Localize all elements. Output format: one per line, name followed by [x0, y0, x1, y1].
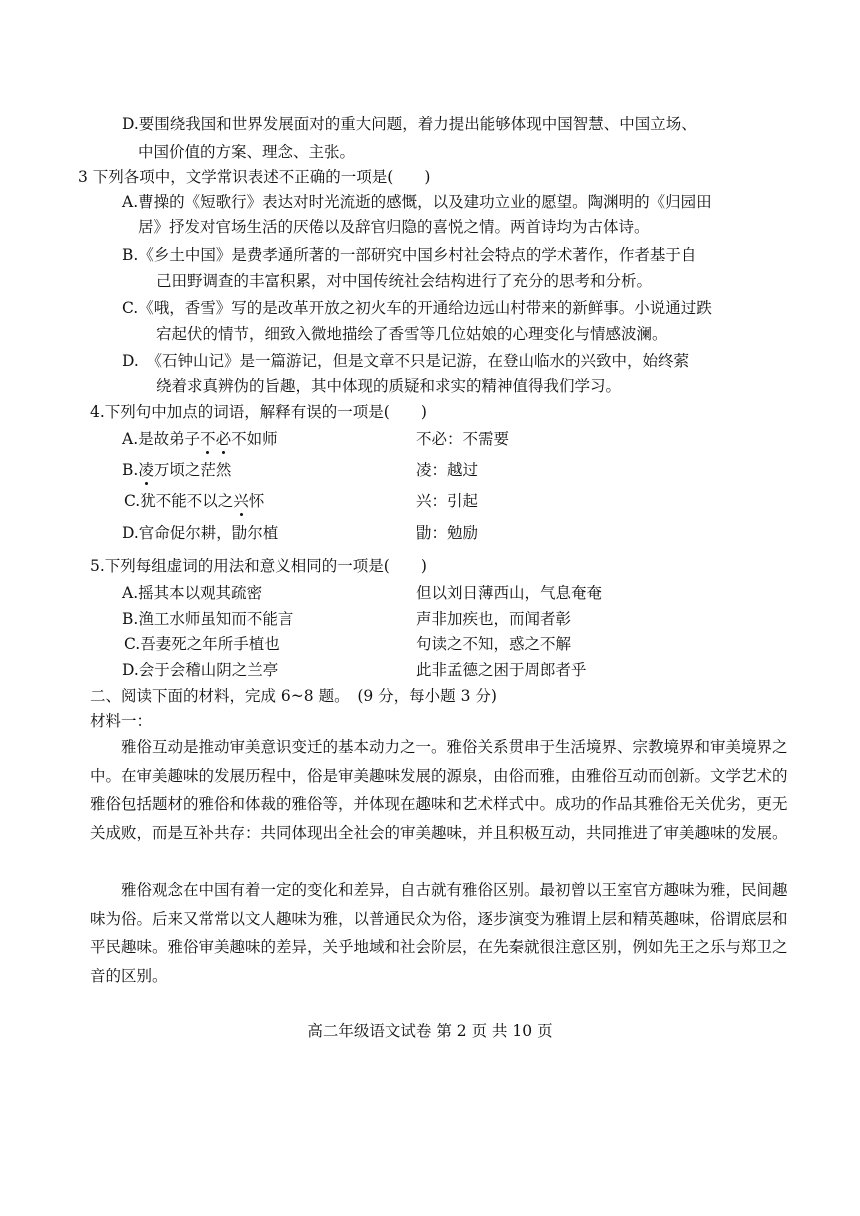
q3-option-d-line1: D. 《石钟山记》是一篇游记，但是文章不只是记游，在登山临水的兴致中，始终萦 [122, 352, 690, 370]
emphasis-dot-char: 凌 [138, 461, 154, 479]
q4-option-b-suffix: 万顷之茫然 [153, 461, 232, 479]
q2-option-d-line2: 中国价值的方案、理念、主张。 [138, 143, 356, 161]
q4-option-c [124, 490, 264, 512]
q4-option-b [122, 459, 231, 481]
q2-option-d-line1: D.要围绕我国和世界发展面对的重大问题，着力提出能够体现中国智慧、中国立场、 [122, 115, 697, 133]
q5-option-c-right: 句读之不知，惑之不解 [416, 635, 572, 653]
q4-option-c-prefix: C.犹不能不以之 [124, 492, 234, 510]
q4-option-a-suffix: 不如师 [231, 430, 278, 448]
material-paragraph-1: 雅俗互动是推动审美意识变迁的基本动力之一。雅俗关系贯串于生活境界、宗教境界和审美境界之中。在审美趣味的发展历程中，俗是审美趣味发展的源泉，由俗而雅，由雅俗互动而创新。文学艺术的雅俗包括题材的雅俗和体裁的雅俗等，并体现在趣味和艺术样式中。成功的作品其雅俗无关优劣，更无关成败，而是互补共存：共同体现出全社会的审美趣味，并且积极互动，共同推进了审美趣味的发展。 [90, 738, 788, 842]
emphasis-dot-char: 不 [200, 430, 216, 448]
q4-option-c-explanation: 兴：引起 [416, 492, 479, 510]
q3-option-a-line2: 居》抒发对官场生活的厌倦以及辞官归隐的喜悦之情。两首诗均为古体诗。 [138, 218, 650, 236]
q4-option-b-prefix: B. [122, 461, 139, 479]
q3-option-c-line1: C.《哦，香雪》写的是改革开放之初火车的开通给边远山村带来的新鲜事。小说通过跌 [122, 299, 712, 317]
q3-option-a-line1: A.曹操的《短歌行》表达对时光流逝的感慨，以及建功立业的愿望。陶渊明的《归园田 [122, 193, 712, 211]
q3-option-d-line2: 绕着求真辨伪的旨趣，其中体现的质疑和求实的精神值得我们学习。 [156, 377, 622, 395]
q5-option-d-right: 此非孟德之困于周郎者乎 [416, 661, 587, 679]
emphasis-dot-char: 兴 [233, 492, 249, 510]
emphasis-dot-char: 必 [215, 430, 232, 448]
q5-option-b-left: B.渔工水师虽知而不能言 [122, 610, 294, 628]
q4-option-a-explanation: 不必：不需要 [416, 430, 510, 448]
q4-option-c-suffix: 怀 [248, 492, 265, 510]
material-paragraph-2: 雅俗观念在中国有着一定的变化和差异，自古就有雅俗区别。最初曾以王室官方趣味为雅，民间趣味为俗。后来又常常以文人趣味为雅，以普通民众为俗，逐步演变为雅谓上层和精英趣味，俗谓底层和平民趣味。雅俗审美趣味的差异，关乎地域和社会阶层，在先秦就很注意区别，例如先王之乐与郑卫之音的区别。 [90, 881, 788, 985]
q3-option-b-line2: 己田野调查的丰富积累，对中国传统社会结构进行了充分的思考和分析。 [156, 272, 653, 290]
section-two-heading: 二、阅读下面的材料，完成 6~8 题。 (9 分，每小题 3 分) [90, 687, 497, 705]
q3-option-c-line2: 宕起伏的情节，细致入微地描绘了香雪等几位姑娘的心理变化与情感波澜。 [156, 325, 668, 343]
q4-stem: 4.下列句中加点的词语，解释有误的一项是( ) [90, 403, 427, 421]
q5-option-a-right: 但以刘日薄西山，气息奄奄 [416, 584, 603, 602]
q4-option-d-explanation: 勖：勉励 [416, 524, 479, 542]
q5-option-b-right: 声非加疾也，而闻者彰 [416, 610, 572, 628]
page-footer: 高二年级语文试卷 第 2 页 共 10 页 [307, 1022, 553, 1040]
q3-option-b-line1: B.《乡土中国》是费孝通所著的一部研究中国乡村社会特点的学术著作，作者基于自 [122, 246, 697, 264]
q5-option-a-left: A.摇其本以观其疏密 [122, 584, 263, 602]
q3-stem: 3 下列各项中，文学常识表述不正确的一项是( ) [78, 168, 431, 186]
q5-option-c-left: C.吾妻死之年所手植也 [124, 635, 280, 653]
q4-option-d: D.官命促尔耕，勖尔植 [122, 524, 279, 542]
q4-option-b-explanation: 凌：越过 [416, 461, 479, 479]
material-one-label: 材料一： [90, 712, 153, 730]
q5-option-d-left: D.会于会稽山阴之兰亭 [122, 661, 279, 679]
q4-option-a [122, 428, 278, 450]
q4-option-a-prefix: A.是故弟子 [122, 430, 201, 448]
q5-stem: 5.下列每组虚词的用法和意义相同的一项是( ) [90, 557, 427, 575]
